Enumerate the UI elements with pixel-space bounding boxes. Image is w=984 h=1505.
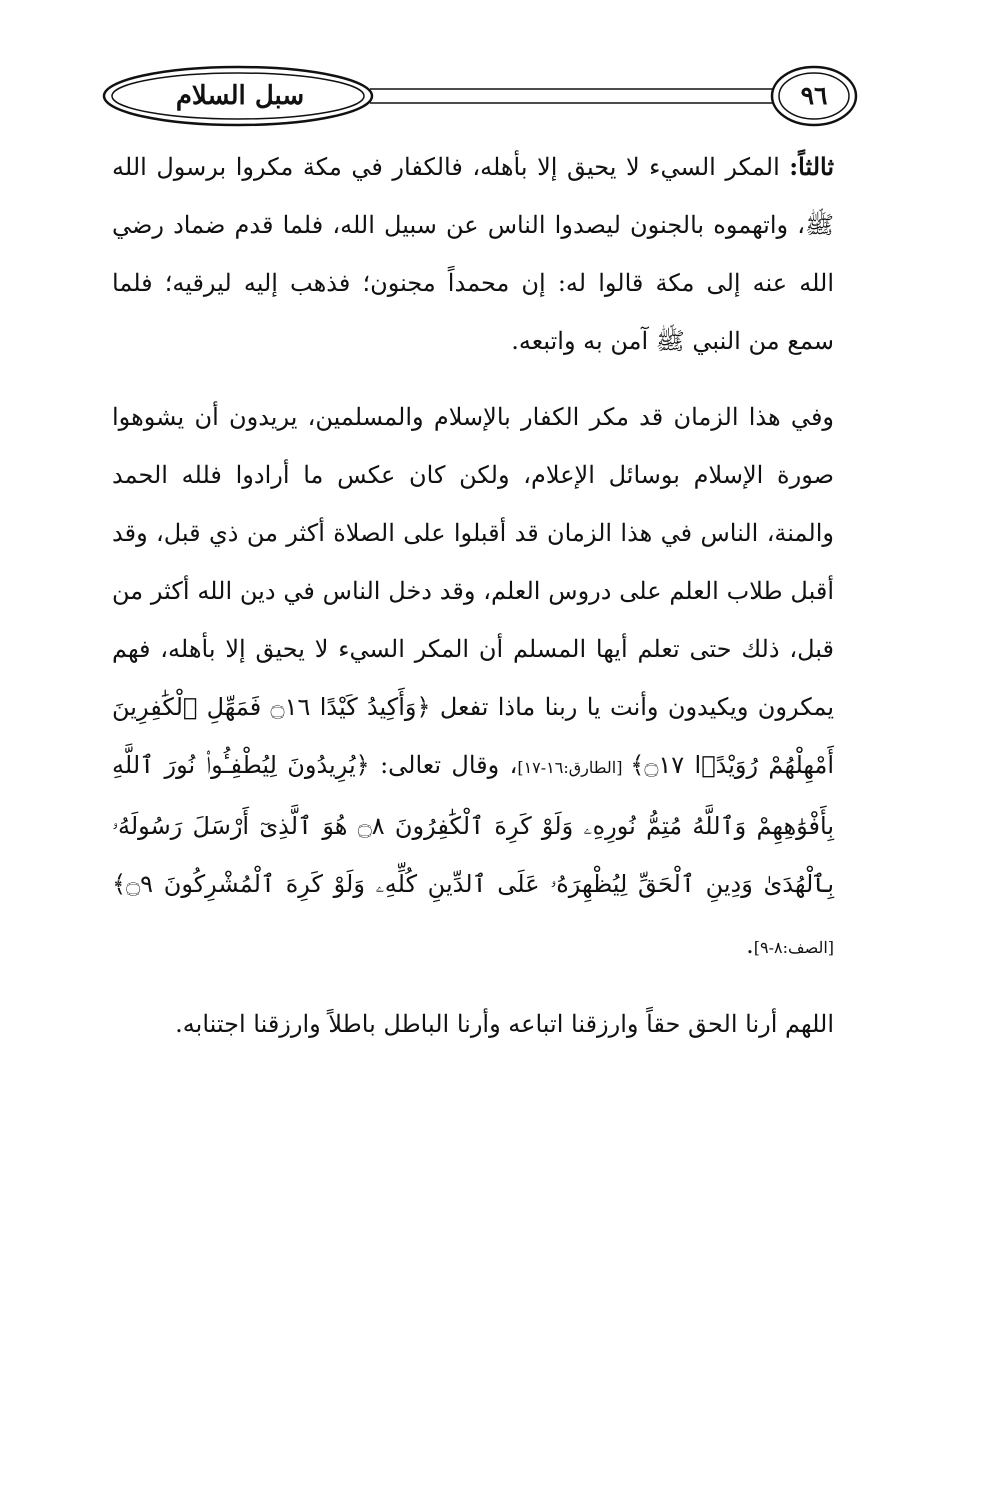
paragraph-end: .: [746, 931, 754, 959]
running-title: سبل السلام: [175, 81, 305, 111]
quran-verse: ﴿وَأَكِيدُ كَيْدًا ۝١٦ فَمَهِّلِ ٱلْكَٰفِرِينَ أَمْهِلْهُمْ رُوَيْدًۢا ۝١٧﴾: [112, 693, 834, 779]
paragraph-text: اللهم أرنا الحق حقاً وارزقنا اتباعه وأرنا الباطل باطلاً وارزقنا اجتنابه.: [175, 1010, 834, 1038]
page-number: ٩٦: [800, 81, 828, 110]
page-header: [100, 64, 860, 132]
verse-reference: [الصف:٨-٩]: [753, 938, 834, 957]
verse-reference: [الطارق:١٦-١٧]: [517, 758, 631, 777]
paragraph-lead: ثالثاً:: [789, 152, 834, 181]
page-body: [112, 138, 834, 1053]
paragraph-1: [112, 138, 834, 370]
paragraph-2: [112, 388, 834, 977]
quran-verse: ﴿يُرِيدُونَ لِيُطْفِـُٔوا۟ نُورَ ٱللَّهِ بِأَفْوَٰهِهِمْ وَٱللَّهُ مُتِمُّ نُورِهِۦ وَلَوْ كَرِهَ ٱلْكَٰفِرُونَ ۝٨ هُوَ ٱلَّذِىٓ أَرْسَلَ رَسُولَهُۥ بِٱلْهُدَىٰ وَدِينِ ٱلْحَقِّ لِيُظْهِرَهُۥ عَلَى ٱلدِّينِ كُلِّهِۦ وَلَوْ كَرِهَ ٱلْمُشْرِكُونَ ۝٩﴾: [112, 751, 835, 898]
paragraph-text: ، وقال تعالى:: [369, 751, 518, 779]
paragraph-3: [112, 995, 834, 1053]
paragraph-text: المكر السيء لا يحيق إلا بأهله، فالكفار في مكة مكروا برسول الله ﷺ، واتهموه بالجنون ليصدوا الناس عن سبيل الله، فلما قدم ضماد رضي الله عنه إلى مكة قالوا له: إن محمداً مجنون؛ فذهب إليه ليرقيه؛ فلما سمع من النبي ﷺ آمن به واتبعه.: [112, 153, 835, 355]
paragraph-text: وفي هذا الزمان قد مكر الكفار بالإسلام والمسلمين، يريدون أن يشوهوا صورة الإسلام بوسائل الإعلام، ولكن كان عكس ما أرادوا فلله الحمد والمنة، الناس في هذا الزمان قد أقبلوا على الصلاة أكثر من ذي قبل، وقد أقبل طلاب العلم على دروس العلم، وقد دخل الناس في دين الله أكثر من قبل، ذلك حتى تعلم أيها المسلم أن المكر السيء لا يحيق إلا بأهله، فهم يمكرون ويكيدون وأنت يا ربنا ماذا تفعل: [112, 403, 834, 721]
